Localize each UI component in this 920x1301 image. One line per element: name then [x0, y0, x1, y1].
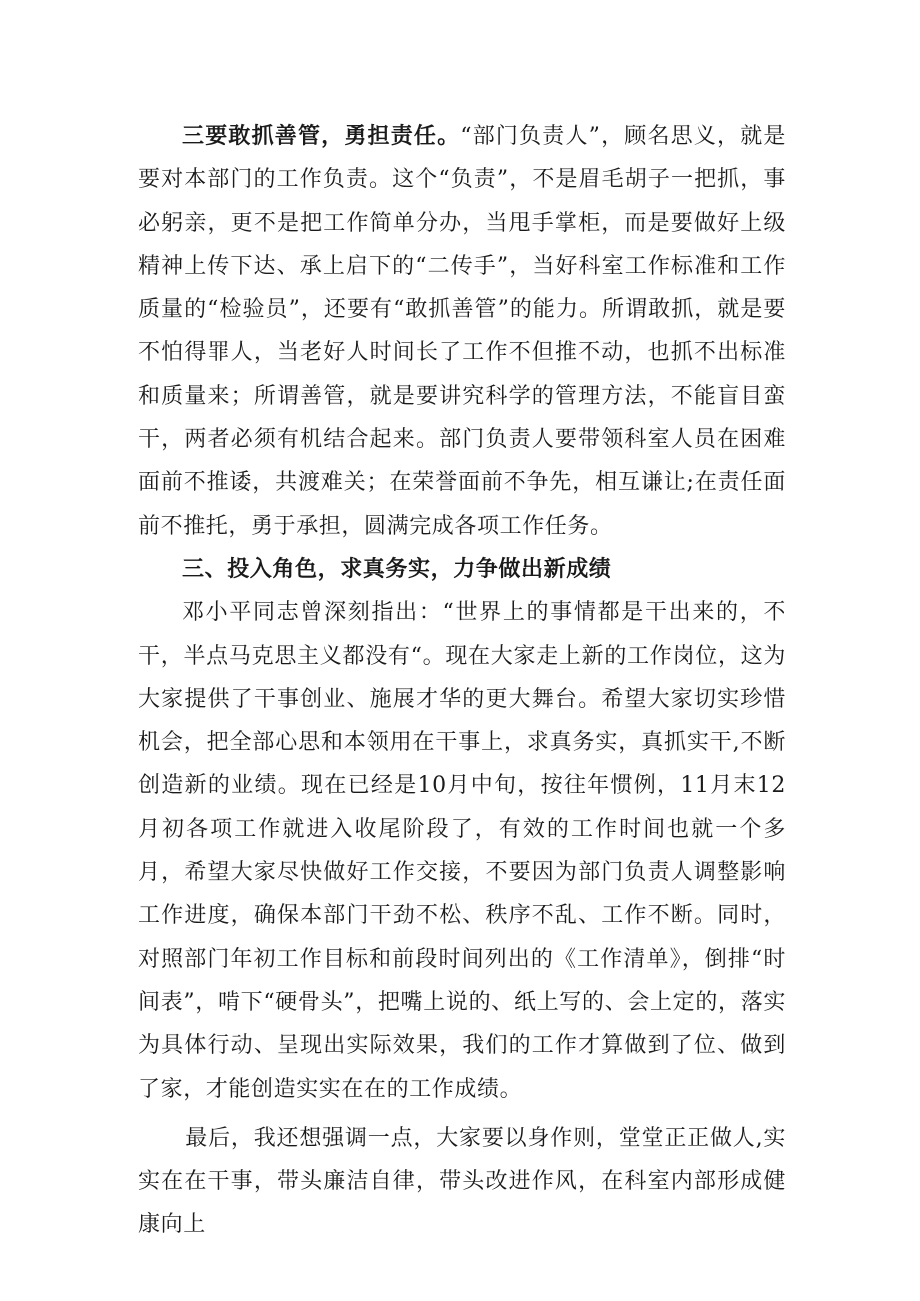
paragraph-lead-heading: 三要敢抓善管，勇担责任。 [182, 123, 461, 149]
paragraph-text: “部门负责人”，顾名思义，就是要对本部门的工作负责。这个“负责”，不是眉毛胡子一把抓，事必躬亲，更不是把工作简单分办，当甩手掌柜，而是要做好上级精神上传下达、承上启下的“二传手”，当好科室工作标准和工作质量的“检验员”，还要有“敢抓善管”的能力。所谓敢抓，就是要不怕得罪人，当老好人时间长了工作不但推不动，也抓不出标准和质量来；所谓善管，就是要讲究科学的管理方法，不能盲目蛮干，两者必须有机结合起来。部门负责人要带领科室人员在困难面前不推诿，共渡难关；在荣誉面前不争先，相互谦让;在责任面前不推托，勇于承担，圆满完成各项工作任务。 [138, 124, 786, 539]
document-body [138, 115, 786, 1247]
section-heading-3: 三、投入角色，求真务实，力争做出新成绩 [182, 555, 612, 582]
paragraph-responsibility [138, 115, 786, 548]
paragraph-deng-xiaoping: 邓小平同志曾深刻指出：“世界上的事情都是干出来的，不干，半点马克思主义都没有“。现在大家走上新的工作岗位，这为大家提供了干事创业、施展才华的更大舞台。希望大家切实珍惜机会，把全部心思和本领用在干事上，求真务实，真抓实干,不断创造新的业绩。现在已经是10月中旬，按往年惯例，11月末12月初各项工作就进入收尾阶段了，有效的工作时间也就一个多月，希望大家尽快做好工作交接，不要因为部门负责人调整影响工作进度，确保本部门干劲不松、秩序不乱、工作不断。同时，对照部门年初工作目标和前段时间列出的《工作清单》，倒排“时间表”，啃下“硬骨头”，把嘴上说的、纸上写的、会上定的，落实为具体行动、呈现出实际效果，我们的工作才算做到了位、做到了家，才能创造实实在在的工作成绩。 [138, 600, 786, 1102]
paragraph-finally: 最后，我还想强调一点，大家要以身作则，堂堂正正做人,实实在在干事，带头廉洁自律，带头改进作风，在科室内部形成健康向上 [138, 1125, 786, 1238]
